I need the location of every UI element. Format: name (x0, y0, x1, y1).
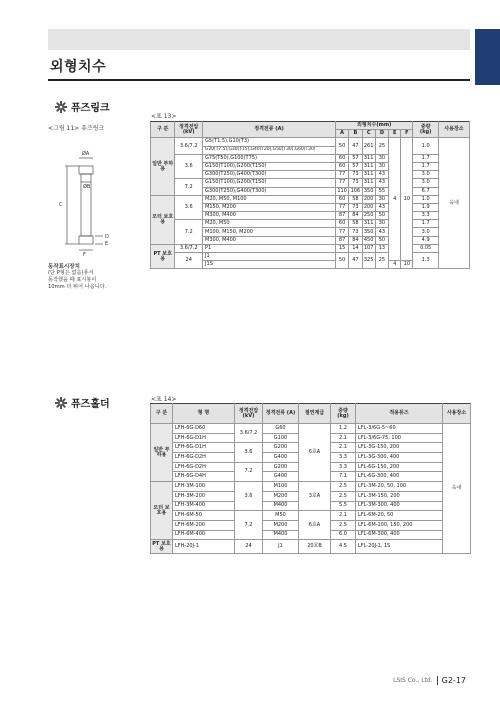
table-row: G300(T250),G400(T300) 77 73 311 43 3.0 (151, 171, 470, 179)
label-e: E (105, 241, 109, 247)
table-row: J1S 4 10 (151, 261, 470, 269)
note-title: 동작표시장치 (48, 264, 80, 270)
table-row: 모터 보호용 3.6 M20, M50, M100 60 58 200 30 1.0 (151, 195, 470, 203)
table-row: LFH-3M-200 M200 2.5 LFL-3M-150, 200 (151, 491, 471, 501)
section-title-text: 퓨즈링크 (71, 103, 110, 114)
table-row: PT 보호용 3.6/7.2 P1 15 14 107 13 0.05 (151, 244, 470, 252)
company-name: LSIS Co., Ltd. (393, 677, 433, 684)
section-title-fuseholder (55, 395, 110, 410)
table-row: LFH-6G-D2H G400 3.3 LFL-3G-300, 400 (151, 453, 471, 463)
table-row: 24 J1 50 47 325 25 1.3 (151, 253, 470, 261)
table-row: G150(T100),G200(T150) 60 57 311 30 1.7 (151, 162, 470, 170)
table-row: LFH-6G-D4H G400 7.1 LFL-6G-300, 400 (151, 472, 471, 482)
footer-divider (437, 676, 438, 685)
label-b: ØB (83, 184, 91, 190)
table-row: 일반 부하용 3.6/7.2 G5(T1.5),G10(T3) 50 47 261 25 4 10 1.0 옥내 (151, 138, 470, 146)
table-row: G300(T250),G400(T300) 110 106 350 55 6.7 (151, 187, 470, 195)
page-number: G2-17 (441, 676, 466, 685)
fuseholder-table: 구 분 형 명 정격전압 (kV) 정격전류 (A) 절연계급 중량 (kg) 적용퓨즈 사용장소 일반 부하용 LFH-6G-D60 3.6/7.2 G60 6호A 1.2 LFL-3/6G-5~60 옥내 LFH-6G-D1H G100 2.1 LFL-3/6G-75, 100 LFH-6G-D1H 3.6 G200 2.1 LFL-3G-150, 200 LFH-6G-D2H G400 3.3 LFL-3G-300, 400 LFH-6G-D2H 7.2 G200 3.3 LFL-6G-150, 200 LFH-6G-D4H G400 7.1 LFL-6G-300, 400 모터 보호용 LFH-3M-100 3.6 M100 3호A 2.5 LFL-3M-20, 50, 100 LFH-3M-200 M200 2.5 LFL-3M-150, 200 LFH-3M-400 M400 5.5 LFL-3M-300, 400 LFH-6M-50 7.2 M50 6호A 2.1 LFL-6M-20, 50 LFH-6M-200 M200 2.5 LFL-6M-100, 150, 200 LFH-6M-400 M400 6.0 LFL-6M-300, 400 PT 보호용 LFH-20J-1 24 J1 20호B 4.5 LFL-20J-1, 1S (150, 403, 471, 554)
table-row: LFH-6M-400 M400 6.0 LFL-6M-300, 400 (151, 530, 471, 540)
title-rule (48, 79, 470, 81)
table-row: LFH-3M-400 M400 5.5 LFL-3M-300, 400 (151, 501, 471, 511)
section-title-text: 퓨즈홀더 (71, 399, 110, 410)
table-row: LFH-6M-200 M200 2.5 LFL-6M-100, 150, 200 (151, 520, 471, 530)
table-row: LFH-6G-D1H G100 2.1 LFL-3/6G-75, 100 (151, 433, 471, 443)
table13-caption: <표 13> (151, 113, 177, 120)
header-band (48, 29, 470, 50)
table-row: 모터 보호용 LFH-3M-100 3.6 M100 3호A 2.5 LFL-3M-20, 50, 100 (151, 482, 471, 492)
label-f: F (83, 252, 86, 257)
table-row: LFH-6G-D2H 7.2 G200 3.3 LFL-6G-150, 200 (151, 462, 471, 472)
table-row: PT 보호용 LFH-20J-1 24 J1 20호B 4.5 LFL-20J-1, 1S (151, 540, 471, 554)
table-row: M150, M200 77 73 200 43 1.9 (151, 203, 470, 211)
table-row: 7.2 G150(T100),G200(T150) 77 73 311 43 3.0 (151, 179, 470, 187)
label-d: D (105, 234, 109, 240)
fuselink-table: 구 분 정격전압 (kV) 정격전류 (A) 외형치수(mm) 중량 (kg) 사용장소 A B C D E F 일반 부하용 3.6/7.2 G5(T1.5),G10(T3) 50 47 261 25 4 10 1.0 옥내 G20(T7.5),G30(T15),G40(T20),G50(T30),G60(T30) 3.6 G75(T50),G100(T75) 60 57 311 30 1.7 G150(T100),G200(T150) 60 57 311 30 1.7 G300(T250),G400(T300) 77 73 311 43 3.0 7.2 G150(T100),G200(T150) 77 73 311 43 3.0 G300(T250),G400(T300) 110 106 350 55 6.7 모터 보호용 3.6 M20, M50, M100 60 58 200 30 1.0 M150, M200 77 73 200 43 1.9 M300, M400 87 84 250 50 3.3 7.2 M20, M50 60 58 311 30 1.7 M100, M150, M200 77 73 350 43 3.0 M300, M400 87 84 450 50 4.9 PT 보호용 3.6/7.2 P1 15 14 107 13 0.05 24 J1 50 47 325 25 1.3 J1S 4 10 (150, 121, 470, 269)
table-row: LFH-6G-D1H 3.6 G200 2.1 LFL-3G-150, 200 (151, 443, 471, 453)
fuselink-drawing (55, 142, 135, 257)
section-title-fuselink (55, 99, 110, 114)
table-row: G20(T7.5),G30(T15),G40(T20),G50(T30),G60(T30) (151, 146, 470, 154)
figure-caption: <그림 11> 퓨즈링크 (48, 125, 105, 132)
chapter-tab (475, 29, 500, 85)
table14-caption: <표 14> (151, 396, 177, 403)
table-row: M300, M400 87 84 250 50 3.3 (151, 212, 470, 220)
label-c: C (59, 202, 63, 208)
table-row: M300, M400 87 84 450 50 4.9 (151, 236, 470, 244)
table-row: 일반 부하용 LFH-6G-D60 3.6/7.2 G60 6호A 1.2 LFL-3/6G-5~60 옥내 (151, 424, 471, 434)
page-title: 외형치수 (50, 59, 107, 75)
note-text: (단 P형은 없음)퓨서 동작했을 때 표시봉이 10mm 더 튀어 나옵니다. (48, 270, 107, 290)
gear-icon (55, 101, 67, 113)
table-row: LFH-6M-50 7.2 M50 6호A 2.1 LFL-6M-20, 50 (151, 511, 471, 521)
table-row: M100, M150, M200 77 73 350 43 3.0 (151, 228, 470, 236)
label-a: ØA (82, 151, 90, 157)
table-row: 7.2 M20, M50 60 58 311 30 1.7 (151, 220, 470, 228)
gear-icon (55, 397, 67, 409)
table-row: 3.6 G75(T50),G100(T75) 60 57 311 30 1.7 (151, 154, 470, 162)
page-footer (393, 676, 466, 685)
